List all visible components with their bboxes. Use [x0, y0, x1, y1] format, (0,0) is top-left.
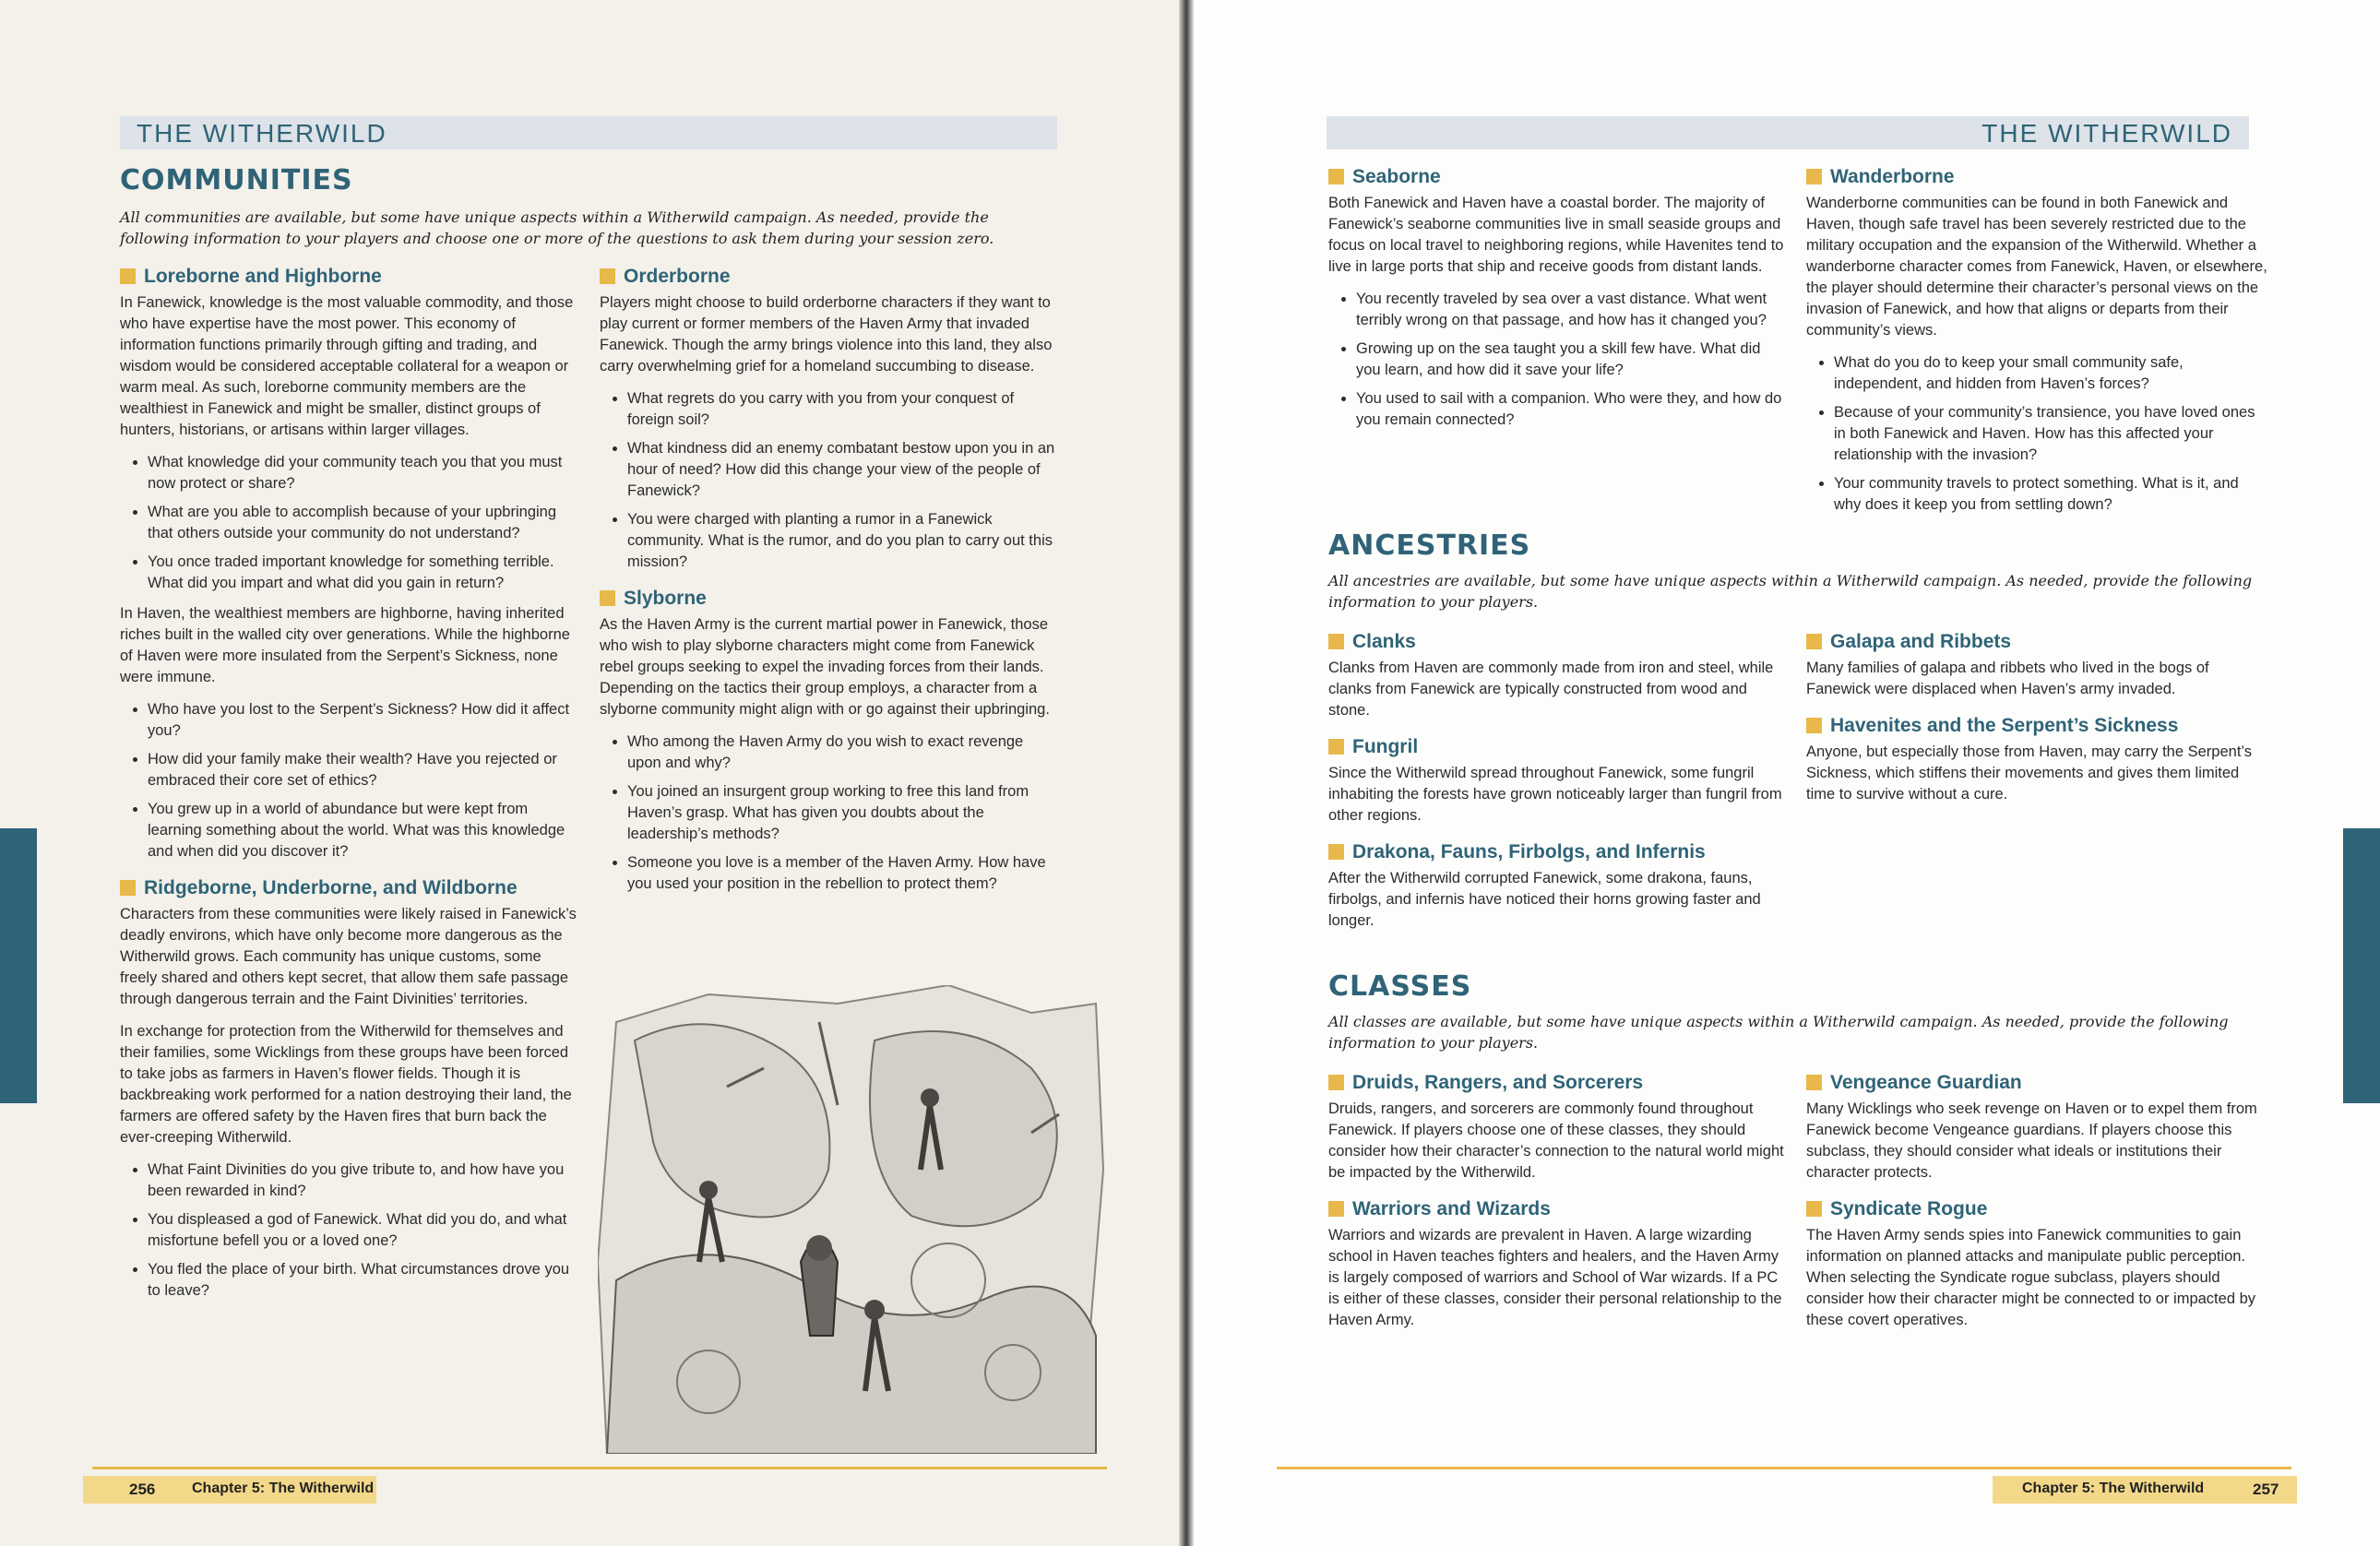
loreborne-questions-1: [120, 452, 581, 594]
seaborne-paragraph: Both Fanewick and Haven have a coastal border. The majority of Fanewick’s seaborne communities live in small seaside groups and focus on local travel to neighboring regions, while Havenites tend to live in large ports that ship and receive goods from distant lands.: [1328, 195, 1784, 275]
list-item: • You once traded important knowledge for something terrible. What did you impart and what did you gain in return?: [148, 552, 581, 594]
wanderborne-heading: [1806, 166, 2267, 187]
galapa-heading: [1806, 631, 2267, 652]
left-page: [0, 0, 1179, 1546]
battle-sketch-illustration: [598, 985, 1107, 1454]
clanks-title: Clanks: [1352, 631, 1416, 652]
list-item: • Because of your community’s transience, you have loved ones in both Fanewick and Haven. How has this affected your relationship with the invasion?: [1834, 402, 2267, 466]
fungril-heading: [1328, 736, 1790, 757]
left-column-1: [120, 266, 581, 1311]
right-page-number: 257: [2253, 1481, 2279, 1498]
ridgeborne-questions: [120, 1160, 581, 1302]
left-running-header: [120, 116, 1057, 149]
loreborne-title: Loreborne and Highborne: [144, 266, 382, 287]
right-chapter-label: Chapter 5: The Witherwild: [2022, 1481, 2205, 1496]
square-bullet-icon: [1328, 1201, 1344, 1217]
list-item: • You used to sail with a companion. Who were they, and how do you remain connected?: [1356, 388, 1786, 431]
left-footer: [83, 1465, 1107, 1507]
list-item: • Who among the Haven Army do you wish to exact revenge upon and why?: [627, 731, 1057, 774]
havenites-title: Havenites and the Serpent’s Sickness: [1830, 715, 2179, 736]
list-item: • You recently traveled by sea over a vast distance. What went terribly wrong on that passage, and how has it changed you?: [1356, 289, 1786, 331]
classes-heading: CLASSES: [1328, 970, 1472, 1003]
seaborne-heading: [1328, 166, 1786, 187]
list-item: • What kindness did an enemy combatant bestow upon you in an hour of need? How did this change your view of the people of Fanewick?: [627, 438, 1057, 502]
right-column-1-top: [1328, 166, 1786, 440]
fungril-title: Fungril: [1352, 736, 1419, 757]
square-bullet-icon: [1328, 1075, 1344, 1090]
loreborne-paragraph-2: In Haven, the wealthiest members are highborne, having inherited riches built in the walled city over generations. While the highborne of Haven were more insulated from the Serpent’s Sickness, none were immune.: [120, 605, 570, 685]
warriors-paragraph: Warriors and wizards are prevalent in Haven. A large wizarding school in Haven teaches fighters and healers, and the Haven Army is largely composed of warriors and School of War wizards. If a PC is either of these classes, consider their personal relationship to the Haven Army.: [1328, 1227, 1782, 1328]
list-item: • You were charged with planting a rumor in a Fanewick community. What is the rumor, and do you plan to carry out this mission?: [627, 509, 1057, 573]
vengeance-title: Vengeance Guardian: [1830, 1072, 2022, 1093]
ridgeborne-paragraph-2: In exchange for protection from the Witherwild for themselves and their families, some Wicklings from these groups have been forced to take jobs as farmers in Haven’s flower fields. Though it is backbreaking work performed for a nation destroying their land, the farmers are offered safety by the Haven fires that burn back the ever-creeping Witherwild.: [120, 1023, 572, 1146]
list-item: • You displeased a god of Fanewick. What did you do, and what misfortune befell you or a loved one?: [148, 1209, 581, 1252]
druids-title: Druids, Rangers, and Sorcerers: [1352, 1072, 1644, 1093]
list-item: • What do you do to keep your small community safe, independent, and hidden from Haven’s forces?: [1834, 352, 2267, 395]
warriors-heading: [1328, 1198, 1790, 1219]
list-item: • How did your family make their wealth? Have you rejected or embraced their core set of ethics?: [148, 749, 581, 791]
list-item: • What regrets do you carry with you from your conquest of foreign soil?: [627, 388, 1057, 431]
ridgeborne-heading: [120, 877, 581, 898]
classes-column-1: [1328, 1072, 1790, 1342]
ridgeborne-title: Ridgeborne, Underborne, and Wildborne: [144, 877, 518, 898]
slyborne-title: Slyborne: [624, 588, 707, 609]
communities-heading: COMMUNITIES: [120, 164, 353, 196]
vengeance-heading: [1806, 1072, 2267, 1093]
wanderborne-title: Wanderborne: [1830, 166, 1955, 187]
list-item: • Who have you lost to the Serpent’s Sickness? How did it affect you?: [148, 699, 581, 742]
wanderborne-paragraph: Wanderborne communities can be found in both Fanewick and Haven, though safe travel has been severely restricted due to the military occupation and the expansion of the Witherwild. Whether a wanderborne character comes from Fanewick, Haven, or elsewhere, the player should determine their character’s personal views on the invasion of Fanewick, and how that aligns or departs from their community’s views.: [1806, 195, 2267, 339]
list-item: • You fled the place of your birth. What circumstances drove you to leave?: [148, 1259, 581, 1302]
classes-intro: All classes are available, but some have unique aspects within a Witherwild campaign. As needed, provide the following information to your players.: [1328, 1013, 2229, 1052]
square-bullet-icon: [1328, 844, 1344, 860]
galapa-title: Galapa and Ribbets: [1830, 631, 2012, 652]
seaborne-questions: [1328, 289, 1786, 431]
list-item: • You grew up in a world of abundance but were kept from learning something about the world. What was this knowledge and when did you discover it?: [148, 799, 581, 862]
footer-rule: [92, 1467, 1107, 1469]
ancestries-column-1: [1328, 631, 1790, 943]
right-running-header: [1327, 116, 2249, 149]
syndicate-heading: [1806, 1198, 2267, 1219]
drakona-title: Drakona, Fauns, Firbolgs, and Infernis: [1352, 841, 1706, 862]
list-item: • Your community travels to protect something. What is it, and why does it keep you from settling down?: [1834, 473, 2267, 516]
slyborne-heading: [600, 588, 1057, 609]
square-bullet-icon: [1806, 1075, 1822, 1090]
list-item: • What knowledge did your community teach you that you must now protect or share?: [148, 452, 581, 494]
right-column-2-top: [1806, 166, 2267, 525]
list-item: • What are you able to accomplish because of your upbringing that others outside your community do not understand?: [148, 502, 581, 544]
square-bullet-icon: [1328, 169, 1344, 184]
square-bullet-icon: [120, 268, 136, 284]
loreborne-questions-2: [120, 699, 581, 862]
loreborne-heading: [120, 266, 581, 287]
left-chapter-label: Chapter 5: The Witherwild: [192, 1481, 375, 1496]
square-bullet-icon: [1806, 1201, 1822, 1217]
ancestries-heading: ANCESTRIES: [1328, 529, 1531, 562]
left-page-number: 256: [129, 1481, 156, 1498]
druids-heading: [1328, 1072, 1790, 1093]
seaborne-title: Seaborne: [1352, 166, 1441, 187]
drakona-heading: [1328, 841, 1790, 862]
square-bullet-icon: [1806, 718, 1822, 733]
orderborne-questions: [600, 388, 1057, 573]
square-bullet-icon: [1806, 634, 1822, 649]
slyborne-paragraph: As the Haven Army is the current martial power in Fanewick, those who wish to play slyborne characters might come from Fanewick rebel groups seeking to expel the invading forces from their lands. Depending on the tactics their group employs, a character from a slyborne community might align with or go against their upbringing.: [600, 616, 1050, 718]
right-banner-title: THE WITHERWILD: [1981, 119, 2232, 148]
square-bullet-icon: [1328, 739, 1344, 755]
loreborne-paragraph-1: In Fanewick, knowledge is the most valuable commodity, and those who have expertise have the most power. This economy of information functions primarily through gifting and trading, and wisdom would be considered acceptable collateral for a weapon or warm meal. As such, loreborne community members are the wealthiest in Fanewick and might be smaller, distinct groups of hunters, historians, or artisans within larger villages.: [120, 294, 574, 438]
drakona-paragraph: After the Witherwild corrupted Fanewick, some drakona, fauns, firbolgs, and infernis have noticed their horns growing faster and longer.: [1328, 870, 1761, 929]
square-bullet-icon: [600, 268, 615, 284]
list-item: • You joined an insurgent group working to free this land from Haven’s grasp. What has given you doubts about the leadership’s methods?: [627, 781, 1057, 845]
square-bullet-icon: [120, 880, 136, 896]
syndicate-title: Syndicate Rogue: [1830, 1198, 1988, 1219]
clanks-heading: [1328, 631, 1790, 652]
right-edge-tab: [2343, 828, 2380, 1103]
druids-paragraph: Druids, rangers, and sorcerers are commonly found throughout Fanewick. If players choose one of these classes, they should consider how their character’s connection to the natural world might be impacted by the Witherwild.: [1328, 1100, 1784, 1181]
square-bullet-icon: [600, 590, 615, 606]
vengeance-paragraph: Many Wicklings who seek revenge on Haven or to expel them from Fanewick become Vengeance guardians. If players choose this subclass, they should consider what ideals or institutions their character protects.: [1806, 1100, 2257, 1181]
square-bullet-icon: [1806, 169, 1822, 184]
ancestries-column-2: [1806, 631, 2267, 816]
list-item: • Someone you love is a member of the Haven Army. How have you used your position in the rebellion to protect them?: [627, 852, 1057, 895]
classes-column-2: [1806, 1072, 2267, 1342]
square-bullet-icon: [1328, 634, 1344, 649]
wanderborne-questions: [1806, 352, 2267, 516]
slyborne-questions: [600, 731, 1057, 895]
right-footer: [1277, 1465, 2297, 1507]
fungril-paragraph: Since the Witherwild spread throughout Fanewick, some fungril inhabiting the forests have grown noticeably larger than fungril from other regions.: [1328, 765, 1782, 824]
ancestries-intro: All ancestries are available, but some have unique aspects within a Witherwild campaign. As needed, provide the following information to your players.: [1328, 572, 2253, 611]
book-gutter: [1179, 0, 1194, 1546]
havenites-heading: [1806, 715, 2267, 736]
footer-rule: [1277, 1467, 2291, 1469]
galapa-paragraph: Many families of galapa and ribbets who lived in the bogs of Fanewick were displaced when Haven’s army invaded.: [1806, 660, 2209, 697]
communities-intro: All communities are available, but some have unique aspects within a Witherwild campaign. As needed, provide the following information to your players and choose one or more of the questions to ask them during your session zero.: [120, 208, 994, 247]
left-edge-tab: [0, 828, 37, 1103]
list-item: • What Faint Divinities do you give tribute to, and how have you been rewarded in kind?: [148, 1160, 581, 1202]
list-item: • Growing up on the sea taught you a skill few have. What did you learn, and how did it save your life?: [1356, 339, 1786, 381]
left-column-2: [600, 266, 1057, 904]
syndicate-paragraph: The Haven Army sends spies into Fanewick communities to gain information on planned attacks and manipulate public perception. When selecting the Syndicate rogue subclass, players should consider how their character might be connected to or impacted by these covert operatives.: [1806, 1227, 2256, 1328]
left-banner-title: THE WITHERWILD: [137, 119, 387, 148]
right-page: [1194, 0, 2380, 1546]
clanks-paragraph: Clanks from Haven are commonly made from iron and steel, while clanks from Fanewick are typically constructed from wood and stone.: [1328, 660, 1774, 719]
orderborne-paragraph: Players might choose to build orderborne characters if they want to play current or former members of the Haven Army that invaded Fanewick. Though the army brings violence into this land, they also carry overwhelming grief for a homeland succumbing to disease.: [600, 294, 1053, 375]
havenites-paragraph: Anyone, but especially those from Haven, may carry the Serpent’s Sickness, which stiffens their movements and gives them limited time to survive without a cure.: [1806, 743, 2253, 803]
ridgeborne-paragraph-1: Characters from these communities were likely raised in Fanewick’s deadly environs, which have only become more dangerous as the Witherwild grows. Each community has unique customs, some freely shared and others kept secret, that allow them safe passage through dangerous terrain and the Faint Divinities’ territories.: [120, 906, 577, 1007]
orderborne-title: Orderborne: [624, 266, 731, 287]
orderborne-heading: [600, 266, 1057, 287]
warriors-title: Warriors and Wizards: [1352, 1198, 1551, 1219]
